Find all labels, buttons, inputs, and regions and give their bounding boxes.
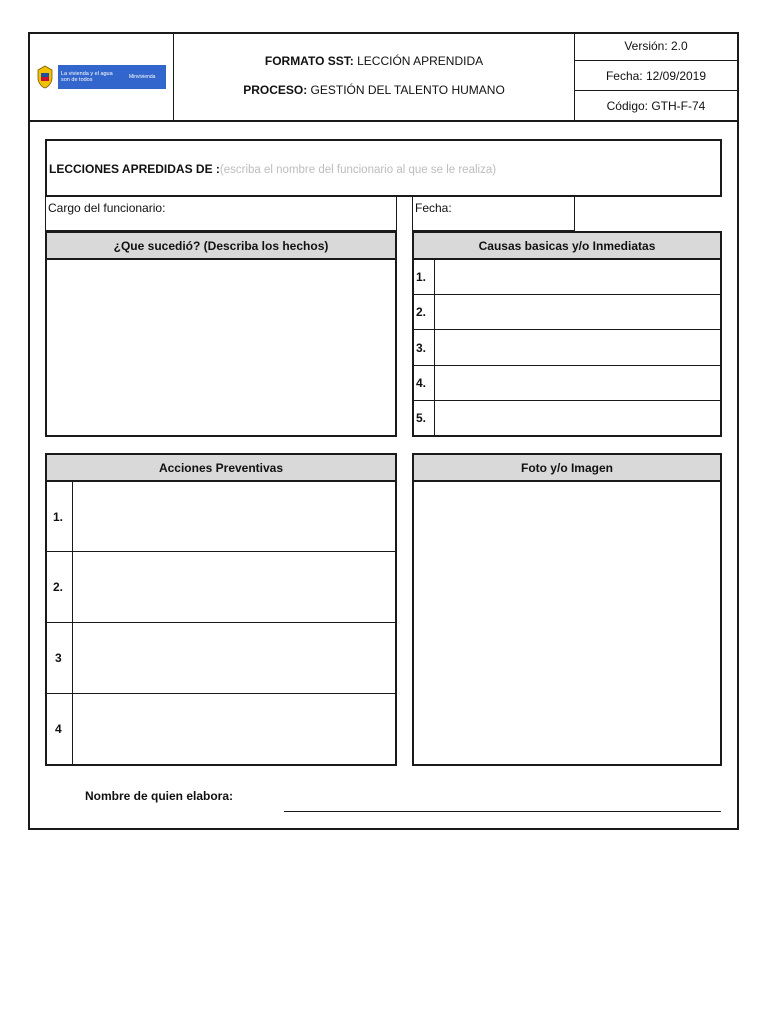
causes-row[interactable] xyxy=(414,401,720,435)
format-value: LECCIÓN APRENDIDA xyxy=(357,54,484,68)
photo-title: Foto y/o Imagen xyxy=(414,455,720,482)
causes-list xyxy=(414,260,720,435)
logo-cell xyxy=(28,32,174,120)
version-cell: Versión: 2.0 xyxy=(575,32,737,61)
logo-text-line2: son de todos xyxy=(61,77,93,83)
logo-brand: Minvivienda xyxy=(129,74,156,80)
date-cell: Fecha: 12/09/2019 xyxy=(575,61,737,91)
code-cell: Código: GTH-F-74 xyxy=(606,98,706,113)
lessons-placeholder: (escriba el nombre del funcionario al que se le realiza) xyxy=(219,164,497,176)
actions-title: Acciones Preventivas xyxy=(47,455,395,482)
cause-number: 1. xyxy=(414,260,435,294)
fecha-label: Fecha: xyxy=(415,201,452,215)
cargo-label: Cargo del funcionario: xyxy=(48,201,166,215)
fecha-value-cell[interactable] xyxy=(574,196,722,231)
photo-box xyxy=(412,453,722,766)
causes-box xyxy=(412,231,722,437)
actions-box xyxy=(45,453,397,766)
action-number: 4 xyxy=(47,694,73,764)
action-row[interactable] xyxy=(47,694,395,764)
process-value: GESTIÓN DEL TALENTO HUMANO xyxy=(310,83,505,97)
cause-number: 5. xyxy=(414,401,435,435)
action-row[interactable] xyxy=(47,623,395,694)
causes-row[interactable] xyxy=(414,366,720,401)
lessons-box[interactable] xyxy=(45,139,722,197)
action-number: 3 xyxy=(47,623,73,693)
cause-number: 4. xyxy=(414,366,435,400)
coat-of-arms-icon xyxy=(36,65,54,89)
causes-title: Causas basicas y/o Inmediatas xyxy=(414,233,720,260)
what-happened-area[interactable] xyxy=(47,260,395,435)
logo xyxy=(36,62,170,92)
causes-row[interactable] xyxy=(414,330,720,366)
what-happened-title: ¿Que sucedió? (Describa los hechos) xyxy=(47,233,395,260)
causes-row[interactable] xyxy=(414,260,720,295)
format-label: FORMATO SST: xyxy=(264,54,354,68)
author-signature-line[interactable] xyxy=(284,811,721,812)
action-number: 1. xyxy=(47,482,73,551)
logo-banner xyxy=(58,65,166,89)
cargo-field[interactable] xyxy=(45,196,397,231)
action-row[interactable] xyxy=(47,552,395,623)
action-number: 2. xyxy=(47,552,73,622)
process-label: PROCESO: xyxy=(243,83,308,97)
process-line xyxy=(174,83,574,97)
photo-area[interactable] xyxy=(414,482,720,764)
actions-list xyxy=(47,482,395,764)
logo-text-line1: La vivienda y el agua xyxy=(61,71,113,77)
author-label: Nombre de quien elabora: xyxy=(85,789,234,803)
header xyxy=(28,32,739,122)
lessons-label: LECCIONES APREDIDAS DE : xyxy=(49,162,220,176)
fecha-field[interactable] xyxy=(412,196,575,231)
causes-row[interactable] xyxy=(414,295,720,330)
what-happened-box xyxy=(45,231,397,437)
format-line xyxy=(174,54,574,68)
lessons-line xyxy=(49,162,496,176)
cause-number: 3. xyxy=(414,330,435,365)
cause-number: 2. xyxy=(414,295,435,329)
title-cell xyxy=(174,32,575,120)
action-row[interactable] xyxy=(47,482,395,552)
